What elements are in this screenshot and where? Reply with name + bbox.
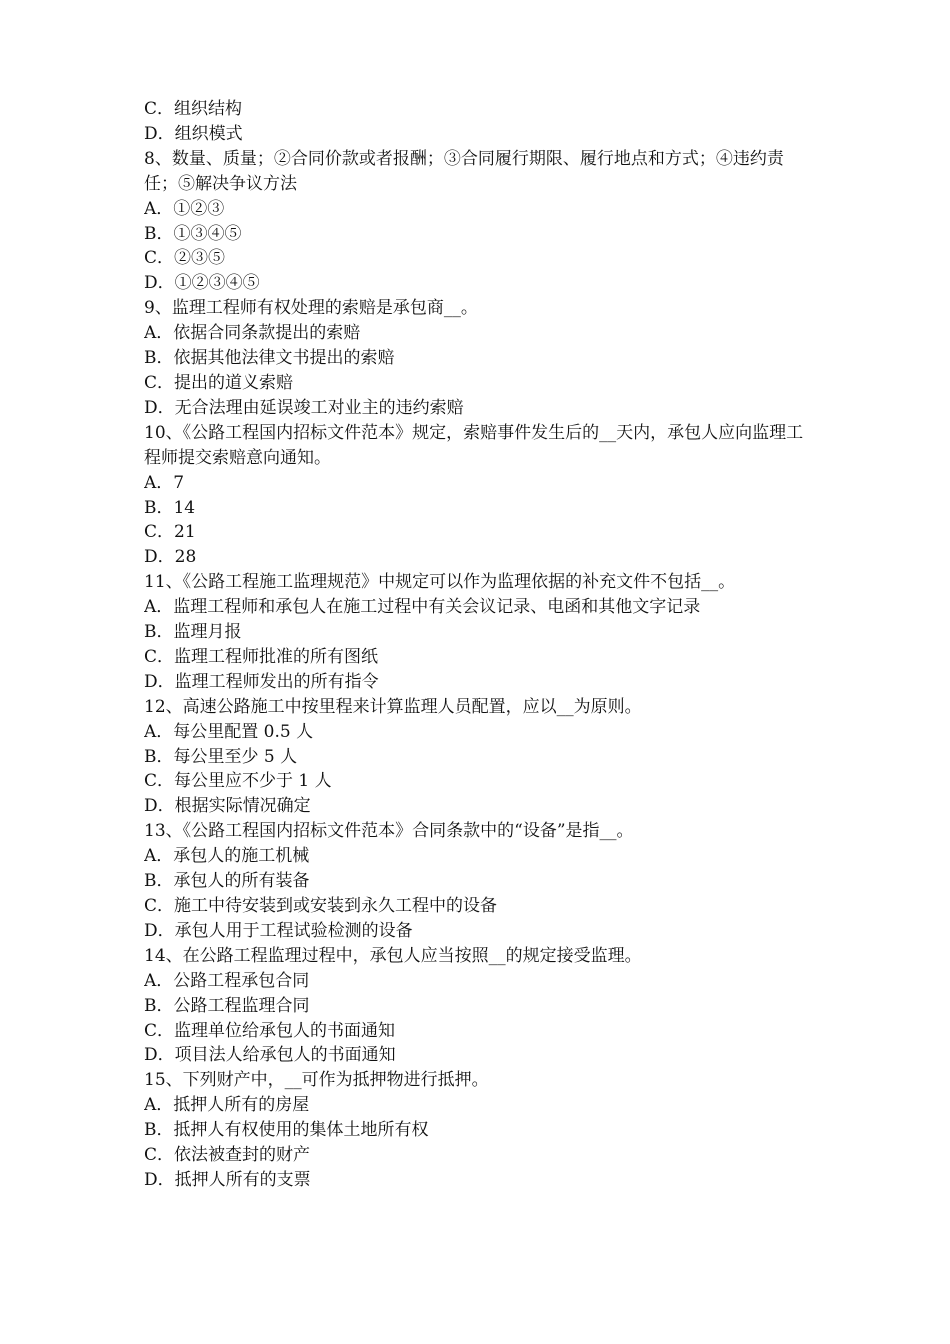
option-c: C．每公里应不少于 1 人 bbox=[144, 771, 332, 792]
question-8: 8、数量、质量；②合同价款或者报酬；③合同履行期限、履行地点和方式；④违约责任；⑤解决争议方法 bbox=[144, 148, 784, 194]
option-d: D．组织模式 bbox=[144, 123, 243, 144]
question-11: 11、《公路工程施工监理规范》中规定可以作为监理依据的补充文件不包括__。 bbox=[144, 572, 736, 593]
option-d: D．承包人用于工程试验检测的设备 bbox=[144, 920, 413, 941]
option-c: C．21 bbox=[144, 522, 196, 543]
option-c: C．②③⑤ bbox=[144, 248, 226, 269]
option-b: B．监理月报 bbox=[144, 622, 242, 643]
option-a: A．公路工程承包合同 bbox=[144, 970, 310, 991]
option-d: D．项目法人给承包人的书面通知 bbox=[144, 1045, 396, 1066]
option-d: D．抵押人所有的支票 bbox=[144, 1169, 311, 1190]
option-a: A．①②③ bbox=[144, 198, 225, 219]
option-d: D．监理工程师发出的所有指令 bbox=[144, 671, 379, 692]
option-c: C．依法被查封的财产 bbox=[144, 1145, 311, 1166]
option-b: B．依据其他法律文书提出的索赔 bbox=[144, 348, 395, 369]
option-b: B．每公里至少 5 人 bbox=[144, 746, 298, 767]
question-9: 9、监理工程师有权处理的索赔是承包商__。 bbox=[144, 298, 478, 319]
option-a: A．7 bbox=[144, 472, 185, 493]
option-d: D．28 bbox=[144, 547, 197, 568]
option-a: A．监理工程师和承包人在施工过程中有关会议记录、电函和其他文字记录 bbox=[144, 597, 701, 618]
option-c: C．监理工程师批准的所有图纸 bbox=[144, 646, 379, 667]
question-15: 15、下列财产中，__可作为抵押物进行抵押。 bbox=[144, 1070, 489, 1091]
option-a: A．承包人的施工机械 bbox=[144, 846, 310, 867]
option-c: C．监理单位给承包人的书面通知 bbox=[144, 1020, 396, 1041]
question-12: 12、高速公路施工中按里程来计算监理人员配置，应以__为原则。 bbox=[144, 696, 642, 717]
option-d: D．①②③④⑤ bbox=[144, 273, 260, 294]
question-10: 10、《公路工程国内招标文件范本》规定，索赔事件发生后的__天内，承包人应向监理工程师提交索赔意向通知。 bbox=[144, 422, 804, 468]
option-a: A．依据合同条款提出的索赔 bbox=[144, 323, 361, 344]
option-b: B．14 bbox=[144, 497, 196, 518]
option-d: D．无合法理由延误竣工对业主的违约索赔 bbox=[144, 397, 464, 418]
option-c: C．组织结构 bbox=[144, 99, 243, 119]
option-b: B．抵押人有权使用的集体土地所有权 bbox=[144, 1120, 429, 1141]
question-13: 13、《公路工程国内招标文件范本》合同条款中的“设备”是指__。 bbox=[144, 821, 634, 842]
option-b: B．公路工程监理合同 bbox=[144, 995, 310, 1016]
option-b: B．①③④⑤ bbox=[144, 223, 242, 244]
option-a: A．每公里配置 0.5 人 bbox=[144, 721, 314, 742]
question-14: 14、在公路工程监理过程中，承包人应当按照__的规定接受监理。 bbox=[144, 945, 642, 966]
option-c: C．施工中待安装到或安装到永久工程中的设备 bbox=[144, 896, 498, 916]
option-b: B．承包人的所有装备 bbox=[144, 871, 310, 892]
option-a: A．抵押人所有的房屋 bbox=[144, 1095, 310, 1116]
option-c: C．提出的道义索赔 bbox=[144, 372, 294, 393]
document-page bbox=[144, 97, 814, 1193]
option-d: D．根据实际情况确定 bbox=[144, 796, 311, 817]
